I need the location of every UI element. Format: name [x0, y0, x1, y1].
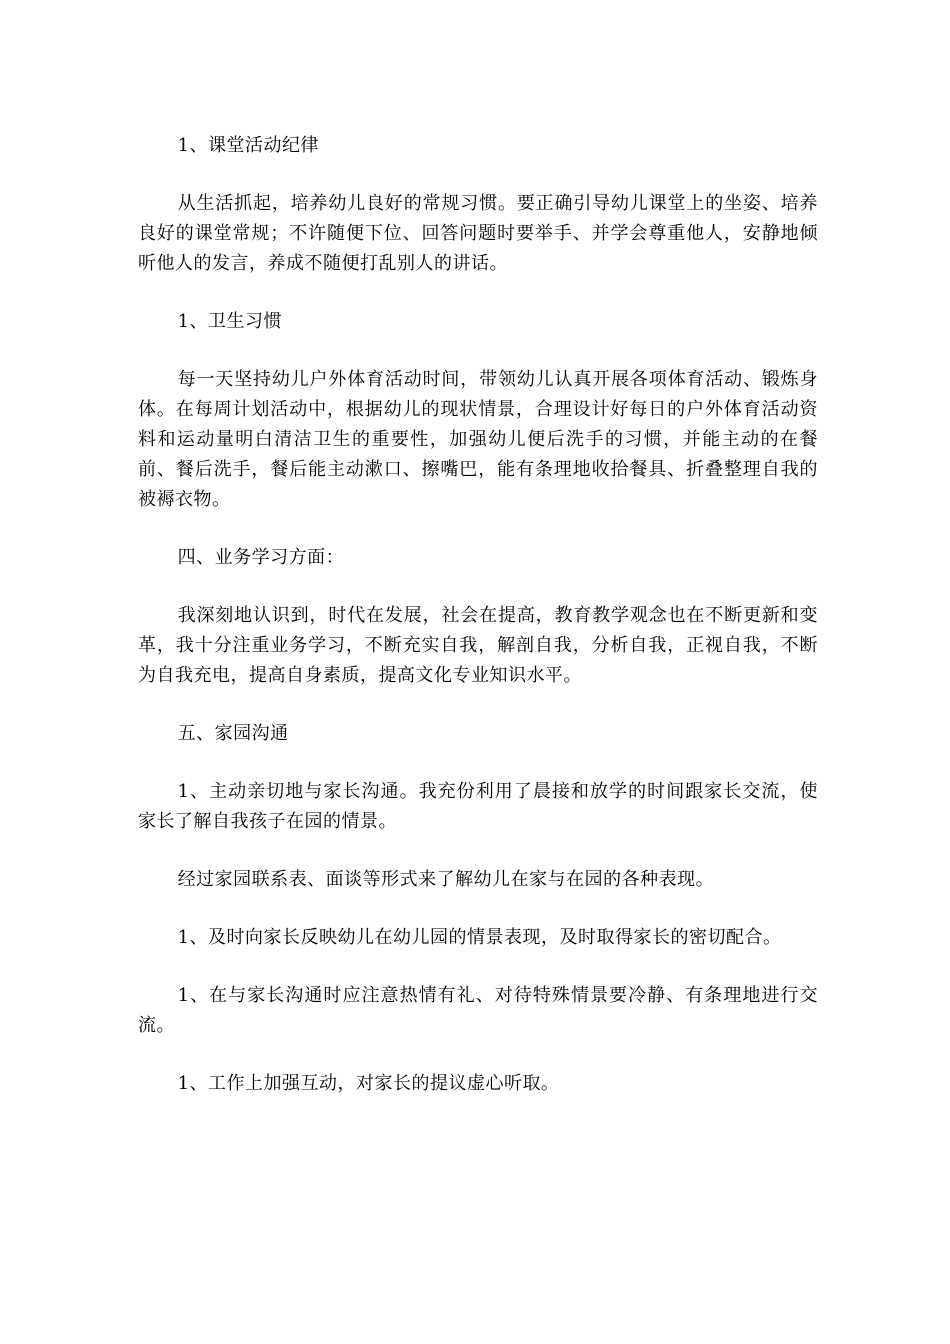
paragraph-classroom-discipline: 从生活抓起，培养幼儿良好的常规习惯。要正确引导幼儿课堂上的坐姿、培养良好的课堂常规；不许随便下位、回答问题时要举手、并学会尊重他人，安静地倾听他人的发言，养成不随便打乱别人的讲话。	[138, 193, 818, 274]
heading-professional-study: 四、业务学习方面：	[177, 547, 345, 568]
paragraph-communication-2: 经过家园联系表、面谈等形式来了解幼儿在家与在园的各种表现。	[177, 869, 715, 890]
paragraph-professional-study: 我深刻地认识到，时代在发展，社会在提高，教育教学观念也在不断更新和变革，我十分注重业务学习，不断充实自我，解剖自我，分析自我，正视自我，不断为自我充电，提高自身素质，提高文化专业知识水平。	[138, 605, 818, 686]
paragraph-communication-4: 1、在与家长沟通时应注意热情有礼、对待特殊情景要冷静、有条理地进行交流。	[138, 985, 818, 1036]
heading-hygiene-habits: 1、卫生习惯	[177, 311, 283, 332]
paragraph-communication-1: 1、主动亲切地与家长沟通。我充份利用了晨接和放学的时间跟家长交流，使家长了解自我孩子在园的情景。	[138, 781, 818, 832]
heading-classroom-discipline: 1、课堂活动纪律	[177, 135, 320, 156]
paragraph-communication-5: 1、工作上加强互动，对家长的提议虚心听取。	[177, 1073, 560, 1094]
paragraph-communication-3: 1、及时向家长反映幼儿在幼儿园的情景表现，及时取得家长的密切配合。	[177, 927, 782, 948]
heading-home-school-communication: 五、家园沟通	[177, 723, 289, 744]
paragraph-hygiene-habits: 每一天坚持幼儿户外体育活动时间，带领幼儿认真开展各项体育活动、锻炼身体。在每周计划活动中，根据幼儿的现状情景，合理设计好每日的户外体育活动资料和运动量明白清洁卫生的重要性，加强幼儿便后洗手的习惯，并能主动的在餐前、餐后洗手，餐后能主动漱口、擦嘴巴，能有条理地收拾餐具、折叠整理自我的被褥衣物。	[138, 369, 818, 510]
document-page	[138, 131, 818, 1127]
